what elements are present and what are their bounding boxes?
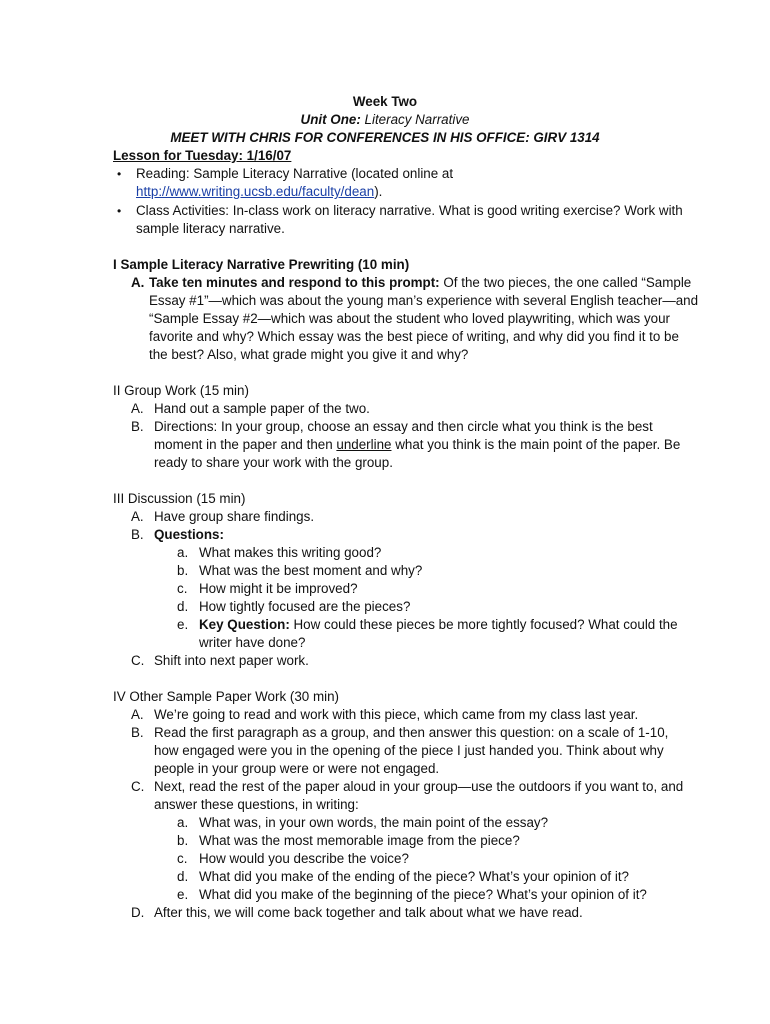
list-marker: B. (131, 725, 144, 740)
directions-text: moment in the paper and then (154, 437, 337, 452)
activities-line: sample literacy narrative. (136, 221, 285, 236)
list-item (154, 436, 680, 454)
bullet-icon: • (117, 204, 122, 218)
list-marker: a. (177, 815, 189, 830)
list-marker: A. (131, 401, 144, 416)
section-heading: I Sample Literacy Narrative Prewriting (10 min) (113, 257, 410, 272)
list-marker: C. (131, 653, 145, 668)
list-marker: B. (131, 527, 144, 542)
section-heading: II Group Work (15 min) (113, 383, 249, 398)
list-item: Shift into next paper work. (154, 653, 309, 668)
question-item: What was the best moment and why? (199, 563, 423, 578)
list-marker: b. (177, 833, 189, 848)
list-marker: A. (131, 707, 144, 722)
prompt-line: the best? Also, what grade might you give it and why? (149, 347, 469, 362)
list-marker: A. (131, 509, 144, 524)
list-marker: a. (177, 545, 189, 560)
list-marker: e. (177, 887, 189, 902)
list-marker: B. (131, 419, 144, 434)
reading-link-tail: ). (374, 184, 383, 199)
list-marker: A. (131, 275, 145, 290)
list-marker: c. (177, 581, 188, 596)
section-heading: III Discussion (15 min) (113, 491, 246, 506)
list-item: Have group share findings. (154, 509, 315, 524)
prompt-line (149, 274, 691, 292)
question-item (199, 616, 678, 634)
list-item: people in your group were or were not engaged. (154, 761, 440, 776)
reading-line: Reading: Sample Literacy Narrative (located online at (136, 166, 454, 181)
directions-text: what you think is the main point of the paper. Be (391, 437, 681, 452)
list-item: how engaged were you in the opening of the piece I just handed you. Think about why (154, 743, 664, 758)
underline-word: underline (336, 437, 392, 452)
key-question-text: How could these pieces be more tightly focused? What could the (289, 617, 678, 632)
question-item: What did you make of the beginning of the piece? What’s your opinion of it? (199, 887, 647, 902)
list-item: ready to share your work with the group. (154, 455, 393, 470)
prompt-line: favorite and why? Which essay was the best piece of writing, and why did you find it to be (149, 329, 679, 344)
question-item: What did you make of the ending of the piece? What’s your opinion of it? (199, 869, 630, 884)
question-item: What makes this writing good? (199, 545, 382, 560)
unit-heading (0, 111, 770, 129)
key-question-label: Key Question: (199, 617, 290, 632)
question-item: What was, in your own words, the main point of the essay? (199, 815, 549, 830)
conference-notice: MEET WITH CHRIS FOR CONFERENCES IN HIS OFFICE: GIRV 1314 (170, 130, 600, 145)
list-marker: b. (177, 563, 189, 578)
lesson-title: Lesson for Tuesday: 1/16/07 (113, 148, 292, 163)
list-item: Hand out a sample paper of the two. (154, 401, 370, 416)
list-marker: e. (177, 617, 189, 632)
reading-link[interactable]: http://www.writing.ucsb.edu/faculty/dean (136, 184, 375, 199)
unit-title: Literacy Narrative (364, 112, 470, 127)
question-item: How might it be improved? (199, 581, 358, 596)
list-item: We’re going to read and work with this piece, which came from my class last year. (154, 707, 639, 722)
prompt-line: “Sample Essay #2—which was about the student who loved playwriting, which was your (149, 311, 671, 326)
question-item: How tightly focused are the pieces? (199, 599, 411, 614)
reading-link-line (136, 183, 382, 201)
prompt-text: Of the two pieces, the one called “Sample (439, 275, 692, 290)
list-item: After this, we will come back together and talk about what we have read. (154, 905, 583, 920)
unit-label: Unit One: (300, 112, 361, 127)
list-item: Directions: In your group, choose an essay and then circle what you think is the best (154, 419, 653, 434)
list-item: Read the first paragraph as a group, and then answer this question: on a scale of 1-10, (154, 725, 669, 740)
list-marker: d. (177, 599, 189, 614)
list-marker: C. (131, 779, 145, 794)
question-item: How would you describe the voice? (199, 851, 409, 866)
list-marker: d. (177, 869, 189, 884)
list-item: Next, read the rest of the paper aloud in your group—use the outdoors if you want to, and (154, 779, 684, 794)
list-item: answer these questions, in writing: (154, 797, 359, 812)
section-heading: IV Other Sample Paper Work (30 min) (113, 689, 339, 704)
question-item: writer have done? (199, 635, 306, 650)
prompt-line: Essay #1”—which was about the young man’s experience with several English teacher—and (149, 293, 699, 308)
list-item: Questions: (154, 527, 224, 542)
list-marker: c. (177, 851, 188, 866)
activities-line: Class Activities: In-class work on literacy narrative. What is good writing exercise? Work with (136, 203, 683, 218)
question-item: What was the most memorable image from the piece? (199, 833, 520, 848)
bullet-icon: • (117, 167, 122, 181)
week-heading: Week Two (352, 94, 418, 109)
list-marker: D. (131, 905, 145, 920)
prompt-label: Take ten minutes and respond to this prompt: (149, 275, 440, 290)
